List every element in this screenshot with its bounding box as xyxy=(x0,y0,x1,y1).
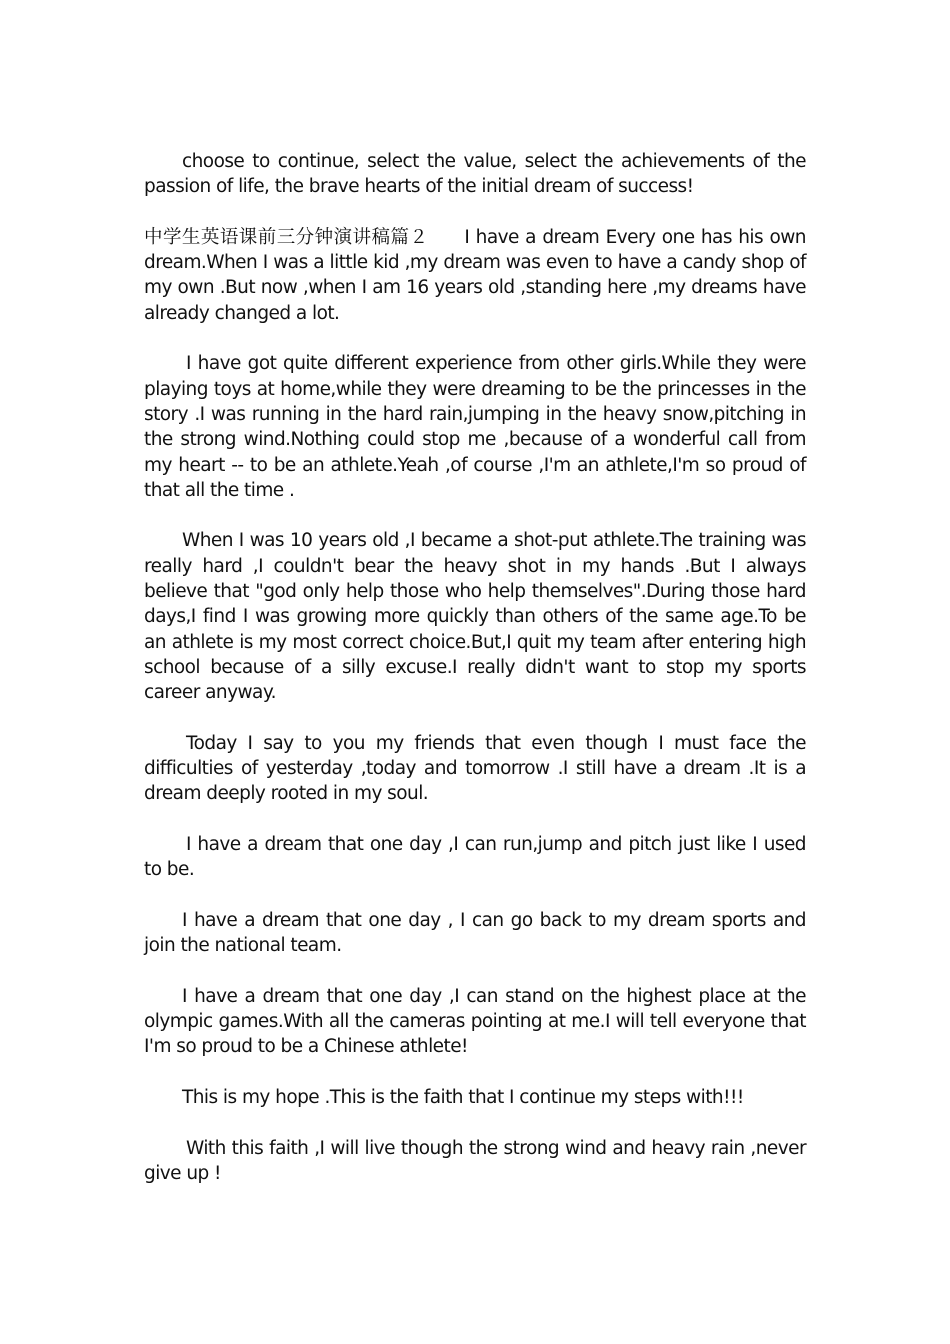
paragraph-dream-body: I have a dream Every one has his own dream.When I was a little kid ,my dream was even to have a candy shop of my own .But now ,when I am 16 years old ,standing here ,my dreams have already changed a lot. xyxy=(144,226,806,324)
paragraph-intro: choose to continue, select the value, select the achievements of the passion of life, the brave hearts of the initial dream of success! xyxy=(144,151,806,198)
section-heading: 中学生英语课前三分钟演讲稿篇２ xyxy=(144,226,429,248)
paragraph-dream-olympic: I have a dream that one day ,I can stand on the highest place at the olympic games.With all the cameras pointing at me.I will tell everyone that I'm so proud to be a Chinese athlete! xyxy=(144,985,806,1058)
paragraph-training: When I was 10 years old ,I became a shot-put athlete.The training was really hard ,I couldn't bear the heavy shot in my hands .But I always believe that "god only help those who help themselves".During those hard days,I find I was growing more quickly than others of the same age.To be an athlete is my most correct choice.But,I quit my team after entering high school because of a silly excuse.I really didn't want to stop my sports career anyway. xyxy=(144,530,806,704)
paragraph-heading-dream xyxy=(144,225,806,326)
paragraph-hope: This is my hope .This is the faith that I continue my steps with!!! xyxy=(182,1086,744,1108)
document-page xyxy=(144,149,806,1211)
paragraph-today: Today I say to you my friends that even though I must face the difficulties of yesterday ,today and tomorrow .I still have a dream .It is a dream deeply rooted in my soul. xyxy=(144,732,806,805)
paragraph-dream-run: I have a dream that one day ,I can run,jump and pitch just like I used to be. xyxy=(144,834,806,881)
paragraph-faith: With this faith ,I will live though the strong wind and heavy rain ,never give up ! xyxy=(144,1137,806,1184)
paragraph-dream-team: I have a dream that one day , I can go back to my dream sports and join the national team. xyxy=(144,909,806,957)
paragraph-experience: I have got quite different experience from other girls.While they were playing toys at home,while they were dreaming to be the princesses in the story .I was running in the hard rain,jumping in the heavy snow,pitching in the strong wind.Nothing could stop me ,because of a wonderful call from my heart -- to be an athlete.Yeah ,of course ,I'm an athlete,I'm so proud of that all the time . xyxy=(144,353,806,501)
